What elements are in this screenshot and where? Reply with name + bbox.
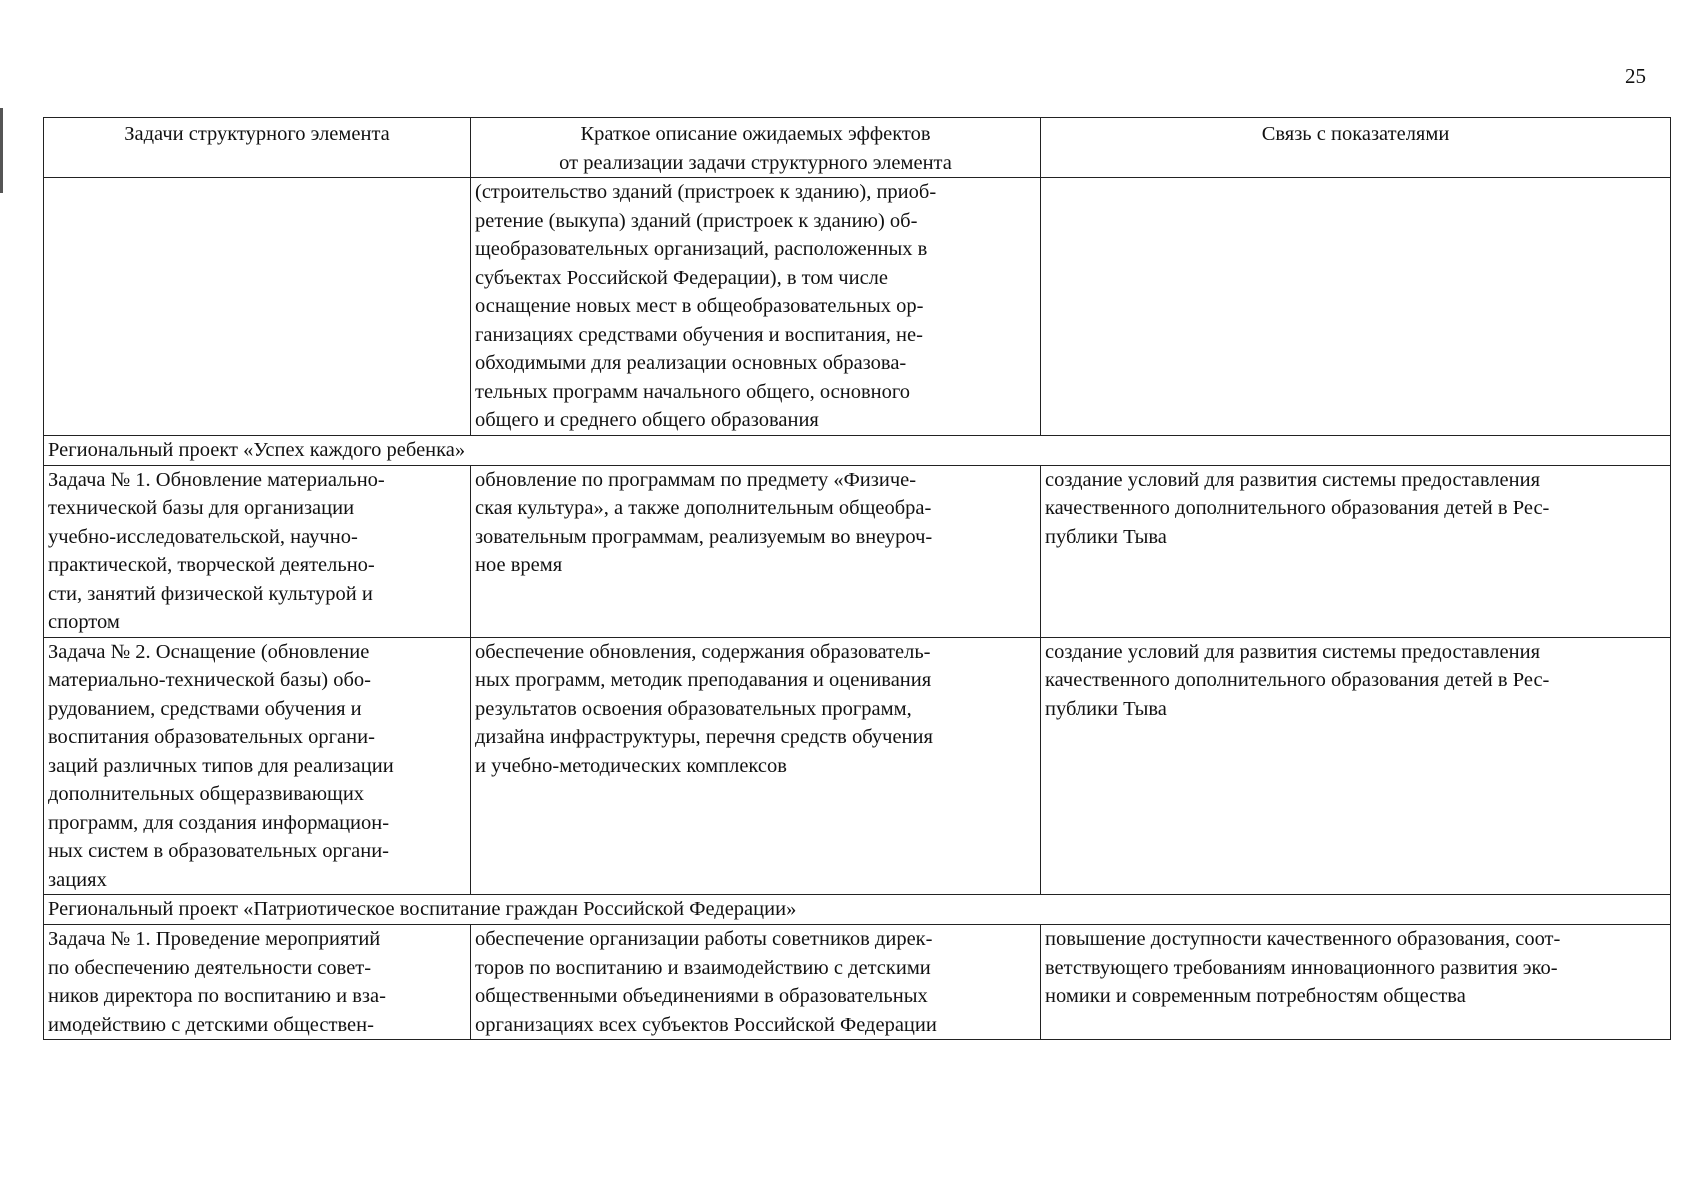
cell-text-line: публики Тыва [1045, 525, 1167, 548]
cell-text-line: заций различных типов для реализации [48, 754, 394, 777]
cell-text-line: обходимыми для реализации основных образова- [475, 352, 907, 374]
cell-text-line: ветствующего требованиям инновационного развития эко- [1045, 956, 1558, 979]
cell-text-line: ных систем в образовательных органи- [48, 840, 390, 862]
header-line: Задачи структурного элемента [124, 123, 390, 145]
cell-effect [471, 178, 1041, 436]
cell-text-line: оснащение новых мест в общеобразовательных ор- [475, 295, 924, 317]
cell-text-line: воспитания образовательных органи- [48, 726, 375, 748]
cell-task [44, 465, 471, 637]
page-number: 25 [1625, 64, 1646, 88]
cell-text-line: ская культура», а также дополнительным общеобра- [475, 497, 932, 519]
cell-text-line: торов по воспитанию и взаимодействию с детскими [475, 956, 931, 979]
cell-text-line: тельных программ начального общего, основного [475, 380, 911, 403]
cell-text-line: публики Тыва [1045, 697, 1167, 720]
header-effects [471, 118, 1041, 178]
cell-text-line: организациях всех субъектов Российской Федерации [475, 1013, 937, 1036]
cell-text-line: ников директора по воспитанию и вза- [48, 985, 386, 1007]
section-title: Региональный проект «Успех каждого ребенка» [44, 435, 1671, 465]
cell-text-line: субъектах Российской Федерации), в том числе [475, 266, 889, 289]
cell-task [44, 637, 471, 895]
cell-text-line: ных программ, методик преподавания и оценивания [475, 669, 932, 691]
cell-task [44, 178, 471, 436]
cell-text-line: материально-технической базы) обо- [48, 669, 371, 691]
cell-text-line: качественного дополнительного образования детей в Рес- [1045, 497, 1550, 519]
section-row [44, 895, 1671, 925]
scan-edge-mark [0, 108, 3, 193]
header-tasks [44, 118, 471, 178]
cell-text-line: обеспечение обновления, содержания образователь- [475, 640, 931, 663]
cell-text-line: щеобразовательных организаций, расположенных в [475, 238, 928, 260]
cell-text-line: создание условий для развития системы предоставления [1045, 468, 1540, 491]
cell-text-line: повышение доступности качественного образования, соот- [1045, 928, 1561, 950]
cell-indicator [1041, 178, 1671, 436]
header-line: Краткое описание ожидаемых эффектов [580, 123, 931, 145]
cell-text-line: имодействию с детскими обществен- [48, 1013, 374, 1036]
cell-text-line: качественного дополнительного образования детей в Рес- [1045, 669, 1550, 691]
cell-task [44, 925, 471, 1040]
cell-indicator [1041, 925, 1671, 1040]
cell-text-line: создание условий для развития системы предоставления [1045, 640, 1540, 663]
section-row [44, 435, 1671, 465]
cell-text-line: по обеспечению деятельности совет- [48, 956, 372, 979]
header-line: Связь с показателями [1261, 123, 1450, 145]
cell-text-line: программ, для создания информацион- [48, 811, 390, 834]
cell-indicator [1041, 637, 1671, 895]
cell-indicator [1041, 465, 1671, 637]
cell-text-line: дизайна инфраструктуры, перечня средств обучения [475, 726, 933, 748]
cell-text-line: общественными объединениями в образовательных [475, 985, 928, 1007]
header-line: от реализации задачи структурного элемента [559, 151, 952, 174]
tasks-table [43, 117, 1671, 1040]
cell-text-line: (строительство зданий (пристроек к зданию), приоб- [475, 181, 937, 203]
cell-text-line: номики и современным потребностям общества [1045, 985, 1466, 1007]
cell-text-line: ганизациях средствами обучения и воспитания, не- [475, 323, 923, 346]
header-indicators [1041, 118, 1671, 178]
cell-text-line: дополнительных общеразвивающих [48, 783, 365, 805]
cell-text-line: ретение (выкупа) зданий (пристроек к зданию) об- [475, 209, 918, 232]
cell-text-line: обеспечение организации работы советников дирек- [475, 928, 933, 950]
cell-text-line: учебно-исследовательской, научно- [48, 525, 358, 548]
cell-text-line: Задача № 1. Обновление материально- [48, 468, 385, 491]
cell-text-line: зовательным программам, реализуемым во внеуроч- [475, 525, 933, 548]
table-row [44, 637, 1671, 895]
cell-text-line: обновление по программам по предмету «Физиче- [475, 468, 917, 491]
cell-text-line: сти, занятий физической культурой и [48, 582, 373, 605]
cell-text-line: общего и среднего общего образования [475, 409, 819, 431]
table-row [44, 465, 1671, 637]
cell-text-line: результатов освоения образовательных программ, [475, 697, 912, 720]
cell-text-line: ное время [475, 554, 563, 576]
cell-effect [471, 465, 1041, 637]
cell-text-line: зациях [48, 868, 107, 891]
cell-text-line: практической, творческой деятельно- [48, 554, 375, 576]
table-header-row [44, 118, 1671, 178]
cell-text-line: технической базы для организации [48, 497, 355, 519]
cell-text-line: спортом [48, 611, 120, 633]
cell-text-line: Задача № 2. Оснащение (обновление [48, 640, 370, 663]
cell-text-line: Задача № 1. Проведение мероприятий [48, 928, 381, 950]
table-row [44, 925, 1671, 1040]
cell-effect [471, 925, 1041, 1040]
cell-effect [471, 637, 1041, 895]
table-row-continuation [44, 178, 1671, 436]
cell-text-line: и учебно-методических комплексов [475, 754, 787, 777]
section-title: Региональный проект «Патриотическое воспитание граждан Российской Федерации» [44, 895, 1671, 925]
cell-text-line: рудованием, средствами обучения и [48, 697, 362, 720]
